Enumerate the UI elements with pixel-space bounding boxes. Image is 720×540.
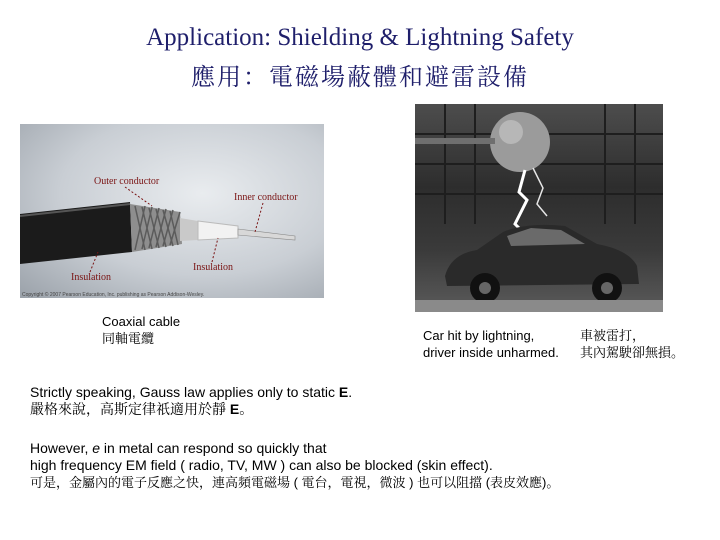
slide-title-english: Application: Shielding & Lightning Safety xyxy=(146,24,574,51)
electric-field-symbol-chinese-line: E xyxy=(229,401,240,417)
gauss-law-note-english-period: . xyxy=(348,384,353,400)
skin-effect-line1-prefix: However, xyxy=(30,440,93,456)
photo-copyright: Copyright © 2007 Pearson Education, Inc. publishing as Pearson Addison-Wesley. xyxy=(22,292,205,298)
skin-effect-note xyxy=(30,440,559,491)
car-caption-english-line1: Car hit by lightning, xyxy=(423,328,535,343)
coaxial-cable-photo xyxy=(20,124,324,298)
gauss-law-note xyxy=(30,384,352,418)
outer-conductor-label: Outer conductor xyxy=(94,176,160,187)
skin-effect-note-line1 xyxy=(30,440,559,457)
inner-conductor-label: Inner conductor xyxy=(234,192,298,203)
skin-effect-line1-suffix: in metal can respond so quickly that xyxy=(100,440,327,456)
skin-effect-note-line2: high frequency EM field ( radio, TV, MW ) can also be blocked (skin effect). xyxy=(30,457,493,473)
gauss-law-note-english xyxy=(30,384,352,401)
gauss-law-note-chinese-text: 嚴格來說，高斯定律祇適用於靜 xyxy=(30,401,230,417)
car-caption-chinese-line2: 其內駕駛卻無損。 xyxy=(580,345,685,360)
coaxial-cable-caption xyxy=(102,313,180,347)
car-caption-chinese-line1: 車被雷打， xyxy=(580,328,646,343)
coaxial-cable-caption-english: Coaxial cable xyxy=(102,314,181,329)
gauss-law-note-chinese-period: 。 xyxy=(239,401,254,417)
slide-title-chinese: 應用：電磁場蔽體和避雷設備 xyxy=(191,65,529,91)
car-caption-english-line2: driver inside unharmed. xyxy=(423,345,559,360)
gauss-law-note-english-text: Strictly speaking, Gauss law applies only to static xyxy=(30,384,339,400)
coaxial-cable-illustration xyxy=(20,124,324,298)
coaxial-cable-caption-chinese: 同軸電纜 xyxy=(102,331,155,346)
insulation-label-right: Insulation xyxy=(193,262,233,273)
electron-symbol: e xyxy=(92,440,101,456)
insulation-label-left: Insulation xyxy=(71,272,111,283)
car-lightning-photo xyxy=(415,104,663,312)
car-caption-english xyxy=(423,327,559,361)
gauss-law-note-chinese xyxy=(30,401,352,418)
car-caption-chinese xyxy=(580,327,684,361)
electric-field-symbol: E xyxy=(338,384,349,400)
car-lightning-illustration xyxy=(415,104,663,312)
skin-effect-note-chinese: 可是，金屬內的電子反應之快，連高頻電磁場 ( 電台，電視，微波 ) 也可以阻擋 (表皮效應)。 xyxy=(30,475,560,490)
